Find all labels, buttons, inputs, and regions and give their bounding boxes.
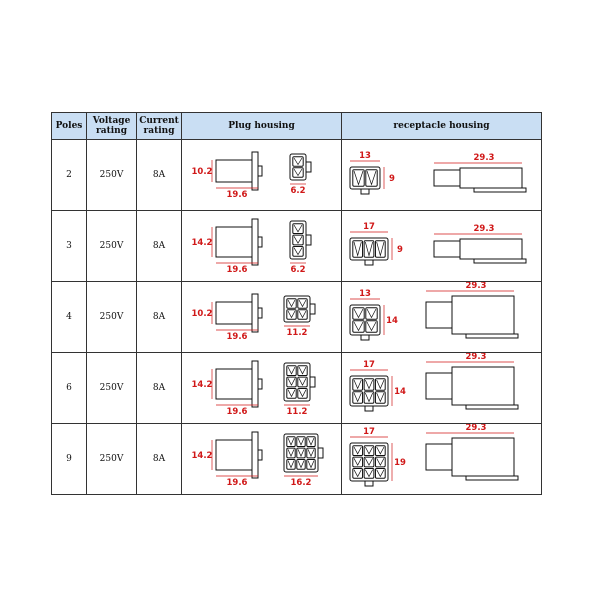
receptacle-side-nose bbox=[426, 302, 452, 328]
plug-front-latch bbox=[306, 235, 311, 245]
plug-length-dimension: 19.6 bbox=[226, 407, 248, 417]
plug-height-dimension: 10.2 bbox=[191, 167, 213, 177]
header-voltage-rating: Voltage rating bbox=[87, 113, 137, 140]
plug-flange bbox=[252, 432, 258, 478]
cell-poles: 6 bbox=[52, 353, 87, 424]
receptacle-front-tab bbox=[365, 481, 373, 486]
header-plug-housing: Plug housing bbox=[182, 113, 342, 140]
cell-current: 8A bbox=[137, 140, 182, 211]
receptacle-side-latch bbox=[474, 259, 526, 263]
cell-voltage: 250V bbox=[87, 140, 137, 211]
plug-side-body bbox=[216, 302, 252, 324]
plug-front-latch bbox=[306, 162, 311, 172]
plug-front-latch bbox=[310, 377, 315, 387]
receptacle-height-dimension: 14 bbox=[386, 316, 398, 326]
plug-housing-svg bbox=[182, 211, 342, 281]
plug-height-dimension: 14.2 bbox=[191, 451, 213, 461]
receptacle-side-latch bbox=[466, 405, 518, 409]
receptacle-side-nose bbox=[426, 373, 452, 399]
receptacle-side-body bbox=[452, 296, 514, 334]
receptacle-height-dimension: 19 bbox=[394, 458, 406, 468]
plug-height-dimension: 10.2 bbox=[191, 309, 213, 319]
plug-housing-svg bbox=[182, 353, 342, 423]
header-receptacle-housing: receptacle housing bbox=[342, 113, 542, 140]
plug-length-dimension: 19.6 bbox=[226, 265, 248, 275]
receptacle-housing-drawing bbox=[342, 282, 542, 353]
plug-housing-svg bbox=[182, 282, 342, 352]
cell-voltage: 250V bbox=[87, 424, 137, 495]
plug-flange bbox=[252, 152, 258, 190]
receptacle-length-dimension: 29.3 bbox=[465, 282, 487, 291]
cell-voltage: 250V bbox=[87, 282, 137, 353]
receptacle-length-dimension: 29.3 bbox=[473, 153, 495, 163]
plug-latch bbox=[258, 450, 262, 460]
receptacle-width-dimension: 13 bbox=[359, 151, 371, 161]
receptacle-housing-svg bbox=[342, 211, 542, 281]
receptacle-side-nose bbox=[434, 170, 460, 186]
plug-length-dimension: 19.6 bbox=[226, 478, 248, 488]
cell-current: 8A bbox=[137, 211, 182, 282]
plug-flange bbox=[252, 219, 258, 265]
receptacle-side-body bbox=[452, 367, 514, 405]
receptacle-side-nose bbox=[434, 241, 460, 257]
receptacle-housing-drawing bbox=[342, 353, 542, 424]
plug-face-width-dimension: 6.2 bbox=[290, 265, 306, 275]
cell-current: 8A bbox=[137, 424, 182, 495]
header-current-rating: Current rating bbox=[137, 113, 182, 140]
plug-front-latch bbox=[318, 448, 323, 458]
cell-voltage: 250V bbox=[87, 211, 137, 282]
header-row bbox=[52, 113, 542, 140]
plug-housing-drawing bbox=[182, 424, 342, 495]
receptacle-side-latch bbox=[466, 334, 518, 338]
receptacle-housing-drawing bbox=[342, 424, 542, 495]
spec-row bbox=[52, 140, 542, 211]
header-poles: Poles bbox=[52, 113, 87, 140]
plug-length-dimension: 19.6 bbox=[226, 332, 248, 342]
receptacle-front-tab bbox=[361, 189, 369, 194]
cell-poles: 9 bbox=[52, 424, 87, 495]
spec-row bbox=[52, 282, 542, 353]
spec-row bbox=[52, 353, 542, 424]
receptacle-side-latch bbox=[466, 476, 518, 480]
plug-face-width-dimension: 6.2 bbox=[290, 186, 306, 196]
receptacle-front-tab bbox=[365, 260, 373, 265]
spec-row bbox=[52, 424, 542, 495]
receptacle-width-dimension: 17 bbox=[363, 222, 375, 232]
receptacle-side-body bbox=[452, 438, 514, 476]
receptacle-housing-drawing bbox=[342, 211, 542, 282]
receptacle-housing-svg bbox=[342, 424, 542, 494]
plug-flange bbox=[252, 294, 258, 332]
receptacle-front-tab bbox=[361, 335, 369, 340]
plug-face-width-dimension: 11.2 bbox=[286, 328, 308, 338]
spec-row bbox=[52, 211, 542, 282]
cell-poles: 3 bbox=[52, 211, 87, 282]
plug-latch bbox=[258, 379, 262, 389]
plug-front-latch bbox=[310, 304, 315, 314]
receptacle-length-dimension: 29.3 bbox=[465, 424, 487, 433]
receptacle-side-latch bbox=[474, 188, 526, 192]
plug-housing-drawing bbox=[182, 282, 342, 353]
plug-latch bbox=[258, 237, 262, 247]
receptacle-housing-svg bbox=[342, 140, 542, 210]
receptacle-side-nose bbox=[426, 444, 452, 470]
receptacle-width-dimension: 13 bbox=[359, 289, 371, 299]
plug-housing-svg bbox=[182, 140, 342, 210]
receptacle-side-body bbox=[460, 168, 522, 188]
plug-height-dimension: 14.2 bbox=[191, 380, 213, 390]
plug-height-dimension: 14.2 bbox=[191, 238, 213, 248]
plug-housing-svg bbox=[182, 424, 342, 494]
plug-housing-drawing bbox=[182, 353, 342, 424]
receptacle-housing-svg bbox=[342, 282, 542, 352]
plug-side-body bbox=[216, 160, 252, 182]
cell-current: 8A bbox=[137, 353, 182, 424]
plug-side-body bbox=[216, 227, 252, 257]
plug-side-body bbox=[216, 440, 252, 470]
receptacle-length-dimension: 29.3 bbox=[465, 353, 487, 362]
receptacle-height-dimension: 9 bbox=[397, 245, 403, 255]
cell-voltage: 250V bbox=[87, 353, 137, 424]
receptacle-housing-svg bbox=[342, 353, 542, 423]
receptacle-width-dimension: 17 bbox=[363, 360, 375, 370]
plug-housing-drawing bbox=[182, 211, 342, 282]
plug-face-width-dimension: 16.2 bbox=[290, 478, 312, 488]
plug-face-width-dimension: 11.2 bbox=[286, 407, 308, 417]
cell-current: 8A bbox=[137, 282, 182, 353]
receptacle-side-body bbox=[460, 239, 522, 259]
receptacle-housing-drawing bbox=[342, 140, 542, 211]
cell-poles: 4 bbox=[52, 282, 87, 353]
connector-spec-table bbox=[51, 112, 542, 495]
plug-side-body bbox=[216, 369, 252, 399]
receptacle-height-dimension: 14 bbox=[394, 387, 406, 397]
plug-latch bbox=[258, 166, 262, 176]
plug-flange bbox=[252, 361, 258, 407]
cell-poles: 2 bbox=[52, 140, 87, 211]
plug-length-dimension: 19.6 bbox=[226, 190, 248, 200]
plug-latch bbox=[258, 308, 262, 318]
receptacle-height-dimension: 9 bbox=[389, 174, 395, 184]
plug-housing-drawing bbox=[182, 140, 342, 211]
receptacle-width-dimension: 17 bbox=[363, 427, 375, 437]
receptacle-front-tab bbox=[365, 406, 373, 411]
receptacle-length-dimension: 29.3 bbox=[473, 224, 495, 234]
